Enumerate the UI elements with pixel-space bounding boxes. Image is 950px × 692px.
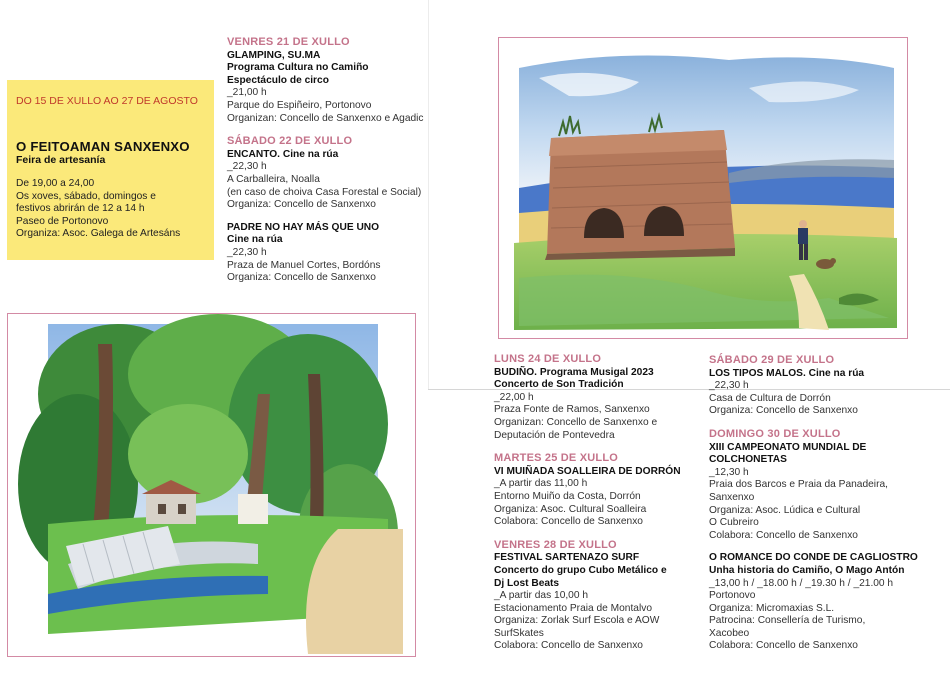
event-title: O ROMANCE DO CONDE DE CAGLIOSTRO (709, 552, 918, 564)
event-detail: Organiza: Concello de Sanxenxo (709, 405, 858, 417)
event-day: VENRES 28 DE XULLO (494, 538, 617, 551)
event-detail: Entorno Muiño da Costa, Dorrón (494, 490, 641, 502)
feitoaman-line: Os xoves, sábado, domingos e (16, 190, 156, 202)
feitoaman-subtitle: Feira de artesanía (16, 154, 106, 166)
kiln-painting (499, 38, 907, 338)
event-detail: _12,30 h (709, 466, 749, 478)
event-detail: SurfSkates (494, 627, 544, 639)
event-detail: Organiza: Concello de Sanxenxo (227, 272, 376, 284)
event-title: Concerto de Son Tradición (494, 379, 624, 391)
event-title: BUDIÑO. Programa Musigal 2023 (494, 366, 654, 378)
feitoaman-line: Organiza: Asoc. Galega de Artesáns (16, 228, 181, 240)
event-title: XIII CAMPEONATO MUNDIAL DE (709, 441, 867, 453)
event-detail: Xacobeo (709, 627, 750, 639)
event-detail: Colabora: Concello de Sanxenxo (709, 529, 858, 541)
event-title: VI MUIÑADA SOALLEIRA DE DORRÓN (494, 465, 681, 477)
feitoaman-box (7, 80, 214, 260)
feitoaman-line: Paseo de Portonovo (16, 215, 109, 227)
feitoaman-line: festivos abrirán de 12 a 14 h (16, 203, 145, 215)
event-detail: Casa de Cultura de Dorrón (709, 392, 831, 404)
event-detail: Sanxenxo (709, 491, 755, 503)
event-detail: Praza de Manuel Cortes, Bordóns (227, 259, 381, 271)
event-detail: _21,00 h (227, 87, 267, 99)
event-detail: Organiza: Micromaxias S.L. (709, 602, 835, 614)
fold-line-vertical (428, 0, 429, 389)
event-detail: Organiza: Asoc. Lúdica e Cultural (709, 504, 861, 516)
event-title: Dj Lost Beats (494, 577, 560, 589)
event-detail: Organizan: Concello de Sanxenxo e Agadic (227, 112, 424, 124)
event-day: SÁBADO 22 DE XULLO (227, 135, 353, 148)
event-column-3 (709, 354, 945, 653)
event-detail: Organiza: Asoc. Cultural Soalleira (494, 503, 647, 515)
event-title: Espectáculo de circo (227, 74, 329, 86)
event-day: LUNS 24 DE XULLO (494, 353, 602, 365)
event-column-1 (227, 36, 427, 285)
event-detail: _13,00 h / _18.00 h / _19.30 h / _21.00 h (709, 577, 894, 589)
event-detail: Praia dos Barcos e Praia da Panadeira, (709, 479, 888, 491)
event-detail: Portonovo (709, 590, 756, 602)
event-detail: (en caso de choiva Casa Forestal e Social) (227, 186, 422, 198)
event-detail: Patrocina: Consellería de Turismo, (709, 615, 866, 627)
forest-illustration (7, 313, 416, 657)
feitoaman-dates: DO 15 DE XULLO AO 27 DE AGOSTO (16, 95, 198, 107)
event-day: DOMINGO 30 DE XULLO (709, 427, 841, 440)
feitoaman-line: De 19,00 a 24,00 (16, 178, 95, 189)
event-detail: _22,00 h (494, 391, 534, 403)
event-detail: Colabora: Concello de Sanxenxo (494, 516, 643, 528)
event-title: FESTIVAL SARTENAZO SURF (494, 552, 640, 564)
event-detail: Organiza: Concello de Sanxenxo (227, 199, 376, 211)
event-detail: _A partir das 11,00 h (494, 478, 588, 490)
kiln-illustration (498, 37, 908, 339)
event-title: ENCANTO. Cine na rúa (227, 148, 339, 160)
event-title: LOS TIPOS MALOS. Cine na rúa (709, 367, 865, 379)
event-detail: Organizan: Concello de Sanxenxo e (494, 416, 658, 428)
event-detail: _22,30 h (709, 380, 749, 392)
event-title: COLCHONETAS (709, 454, 787, 466)
event-detail: A Carballeira, Noalla (227, 173, 320, 185)
event-detail: _22,30 h (227, 246, 267, 258)
event-day: SÁBADO 29 DE XULLO (709, 354, 835, 366)
event-detail: Praza Fonte de Ramos, Sanxenxo (494, 404, 650, 416)
event-day: VENRES 21 DE XULLO (227, 36, 350, 48)
forest-painting (8, 314, 415, 656)
event-detail: Parque do Espiñeiro, Portonovo (227, 99, 372, 111)
event-detail: O Cubreiro (709, 517, 759, 529)
event-title: Concerto do grupo Cubo Metálico e (494, 564, 667, 576)
event-detail: Colabora: Concello de Sanxenxo (494, 640, 643, 652)
event-title: Cine na rúa (227, 234, 283, 246)
feitoaman-details (16, 178, 211, 241)
event-title: PADRE NO HAY MÁS QUE UNO (227, 221, 380, 233)
event-title: Programa Cultura no Camiño (227, 62, 369, 74)
event-detail: Colabora: Concello de Sanxenxo (709, 640, 858, 652)
event-detail: _22,30 h (227, 161, 267, 173)
event-detail: Estacionamento Praia de Montalvo (494, 602, 652, 614)
event-day: MARTES 25 DE XULLO (494, 452, 619, 465)
event-detail: Deputación de Pontevedra (494, 429, 615, 441)
feitoaman-title: O FEITOAMAN SANXENXO (16, 139, 190, 154)
event-detail: _A partir das 10,00 h (494, 590, 589, 602)
event-title: GLAMPING, SU.MA (227, 49, 321, 61)
event-detail: Organiza: Zorlak Surf Escola e AOW (494, 615, 660, 627)
event-column-2 (494, 353, 704, 653)
event-title: Unha historia do Camiño, O Mago Antón (709, 564, 905, 576)
